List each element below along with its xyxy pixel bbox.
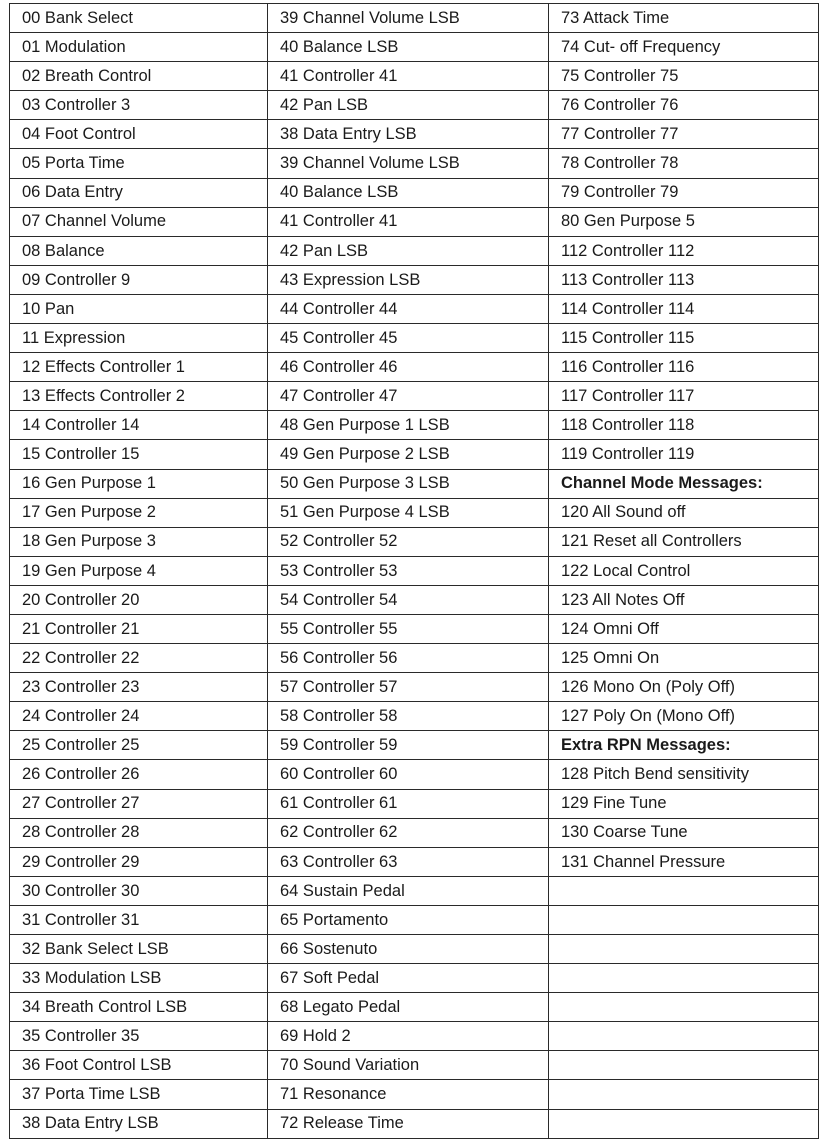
controller-cell: 51 Gen Purpose 4 LSB [268, 498, 549, 527]
empty-cell [549, 1080, 819, 1109]
table-row [10, 702, 819, 731]
controller-cell: 125 Omni On [549, 644, 819, 673]
controller-cell: 21 Controller 21 [10, 614, 268, 643]
controller-cell: 37 Porta Time LSB [10, 1080, 268, 1109]
controller-cell: 01 Modulation [10, 33, 268, 62]
controller-cell: 128 Pitch Bend sensitivity [549, 760, 819, 789]
controller-cell: 42 Pan LSB [268, 236, 549, 265]
controller-cell: 70 Sound Variation [268, 1051, 549, 1080]
controller-cell: 46 Controller 46 [268, 353, 549, 382]
controller-cell: 126 Mono On (Poly Off) [549, 673, 819, 702]
controller-cell: 14 Controller 14 [10, 411, 268, 440]
controller-cell: 54 Controller 54 [268, 585, 549, 614]
empty-cell [549, 876, 819, 905]
controller-cell: 45 Controller 45 [268, 324, 549, 353]
controller-cell: 41 Controller 41 [268, 62, 549, 91]
controller-cell: 74 Cut- off Frequency [549, 33, 819, 62]
table-row [10, 178, 819, 207]
controller-cell: 43 Expression LSB [268, 265, 549, 294]
controller-cell: 56 Controller 56 [268, 644, 549, 673]
empty-cell [549, 1022, 819, 1051]
controller-cell: 39 Channel Volume LSB [268, 4, 549, 33]
empty-cell [549, 964, 819, 993]
controller-cell: 58 Controller 58 [268, 702, 549, 731]
controller-cell: 62 Controller 62 [268, 818, 549, 847]
table-row [10, 614, 819, 643]
empty-cell [549, 1109, 819, 1138]
controller-cell: 13 Effects Controller 2 [10, 382, 268, 411]
empty-cell [549, 905, 819, 934]
table-row [10, 847, 819, 876]
controller-cell: 59 Controller 59 [268, 731, 549, 760]
table-row [10, 149, 819, 178]
table-row [10, 62, 819, 91]
controller-cell: 73 Attack Time [549, 4, 819, 33]
table-row [10, 527, 819, 556]
controller-cell: 123 All Notes Off [549, 585, 819, 614]
controller-cell: 112 Controller 112 [549, 236, 819, 265]
table-row [10, 993, 819, 1022]
controller-cell: 53 Controller 53 [268, 556, 549, 585]
controller-cell: 124 Omni Off [549, 614, 819, 643]
controller-cell: 23 Controller 23 [10, 673, 268, 702]
controller-cell: 120 All Sound off [549, 498, 819, 527]
controller-cell: 121 Reset all Controllers [549, 527, 819, 556]
controller-cell: 44 Controller 44 [268, 294, 549, 323]
table-row [10, 382, 819, 411]
controller-cell: 79 Controller 79 [549, 178, 819, 207]
table-row [10, 964, 819, 993]
table-row [10, 556, 819, 585]
empty-cell [549, 935, 819, 964]
table-body [10, 4, 819, 1139]
controller-cell: 24 Controller 24 [10, 702, 268, 731]
table-row [10, 644, 819, 673]
midi-controller-table [9, 3, 819, 1139]
table-row [10, 1109, 819, 1138]
controller-cell: 48 Gen Purpose 1 LSB [268, 411, 549, 440]
table-row [10, 4, 819, 33]
controller-cell: 64 Sustain Pedal [268, 876, 549, 905]
table-row [10, 760, 819, 789]
controller-cell: 07 Channel Volume [10, 207, 268, 236]
controller-cell: 76 Controller 76 [549, 91, 819, 120]
controller-cell: 75 Controller 75 [549, 62, 819, 91]
controller-cell: 18 Gen Purpose 3 [10, 527, 268, 556]
controller-cell: 31 Controller 31 [10, 905, 268, 934]
table-row [10, 818, 819, 847]
controller-cell: 119 Controller 119 [549, 440, 819, 469]
controller-cell: 129 Fine Tune [549, 789, 819, 818]
controller-cell: 04 Foot Control [10, 120, 268, 149]
controller-cell: 78 Controller 78 [549, 149, 819, 178]
empty-cell [549, 1051, 819, 1080]
controller-cell: 15 Controller 15 [10, 440, 268, 469]
controller-cell: 72 Release Time [268, 1109, 549, 1138]
controller-cell: 60 Controller 60 [268, 760, 549, 789]
controller-cell: 26 Controller 26 [10, 760, 268, 789]
controller-cell: 52 Controller 52 [268, 527, 549, 556]
controller-cell: 80 Gen Purpose 5 [549, 207, 819, 236]
controller-cell: 68 Legato Pedal [268, 993, 549, 1022]
controller-cell: 77 Controller 77 [549, 120, 819, 149]
controller-cell: 117 Controller 117 [549, 382, 819, 411]
controller-cell: 28 Controller 28 [10, 818, 268, 847]
controller-cell: 34 Breath Control LSB [10, 993, 268, 1022]
controller-cell: 00 Bank Select [10, 4, 268, 33]
controller-cell: 27 Controller 27 [10, 789, 268, 818]
controller-cell: 66 Sostenuto [268, 935, 549, 964]
section-heading: Channel Mode Messages: [549, 469, 819, 498]
controller-cell: 42 Pan LSB [268, 91, 549, 120]
controller-cell: 25 Controller 25 [10, 731, 268, 760]
controller-cell: 65 Portamento [268, 905, 549, 934]
controller-cell: 12 Effects Controller 1 [10, 353, 268, 382]
controller-cell: 17 Gen Purpose 2 [10, 498, 268, 527]
table-row [10, 876, 819, 905]
controller-cell: 67 Soft Pedal [268, 964, 549, 993]
table-row [10, 33, 819, 62]
controller-cell: 22 Controller 22 [10, 644, 268, 673]
controller-cell: 10 Pan [10, 294, 268, 323]
controller-cell: 130 Coarse Tune [549, 818, 819, 847]
controller-cell: 57 Controller 57 [268, 673, 549, 702]
controller-cell: 61 Controller 61 [268, 789, 549, 818]
table-row [10, 236, 819, 265]
controller-cell: 118 Controller 118 [549, 411, 819, 440]
table-row [10, 324, 819, 353]
table-row [10, 294, 819, 323]
controller-cell: 06 Data Entry [10, 178, 268, 207]
table-row [10, 469, 819, 498]
controller-cell: 16 Gen Purpose 1 [10, 469, 268, 498]
table-row [10, 91, 819, 120]
controller-cell: 38 Data Entry LSB [268, 120, 549, 149]
controller-cell: 08 Balance [10, 236, 268, 265]
controller-cell: 35 Controller 35 [10, 1022, 268, 1051]
controller-cell: 113 Controller 113 [549, 265, 819, 294]
table-row [10, 411, 819, 440]
controller-cell: 32 Bank Select LSB [10, 935, 268, 964]
empty-cell [549, 993, 819, 1022]
controller-cell: 127 Poly On (Mono Off) [549, 702, 819, 731]
controller-cell: 47 Controller 47 [268, 382, 549, 411]
controller-cell: 69 Hold 2 [268, 1022, 549, 1051]
controller-cell: 71 Resonance [268, 1080, 549, 1109]
table-row [10, 1022, 819, 1051]
controller-cell: 29 Controller 29 [10, 847, 268, 876]
table-row [10, 498, 819, 527]
controller-cell: 09 Controller 9 [10, 265, 268, 294]
table-row [10, 440, 819, 469]
table-row [10, 673, 819, 702]
controller-cell: 114 Controller 114 [549, 294, 819, 323]
controller-cell: 49 Gen Purpose 2 LSB [268, 440, 549, 469]
table-row [10, 731, 819, 760]
table-row [10, 585, 819, 614]
controller-cell: 30 Controller 30 [10, 876, 268, 905]
table-row [10, 120, 819, 149]
controller-cell: 40 Balance LSB [268, 33, 549, 62]
controller-cell: 36 Foot Control LSB [10, 1051, 268, 1080]
controller-cell: 38 Data Entry LSB [10, 1109, 268, 1138]
controller-cell: 40 Balance LSB [268, 178, 549, 207]
controller-cell: 33 Modulation LSB [10, 964, 268, 993]
controller-cell: 20 Controller 20 [10, 585, 268, 614]
controller-cell: 115 Controller 115 [549, 324, 819, 353]
controller-cell: 50 Gen Purpose 3 LSB [268, 469, 549, 498]
controller-cell: 41 Controller 41 [268, 207, 549, 236]
controller-cell: 55 Controller 55 [268, 614, 549, 643]
table-row [10, 935, 819, 964]
section-heading: Extra RPN Messages: [549, 731, 819, 760]
table-row [10, 905, 819, 934]
controller-cell: 63 Controller 63 [268, 847, 549, 876]
table-row [10, 265, 819, 294]
table-row [10, 1080, 819, 1109]
table-row [10, 353, 819, 382]
controller-cell: 131 Channel Pressure [549, 847, 819, 876]
controller-cell: 05 Porta Time [10, 149, 268, 178]
table-row [10, 789, 819, 818]
table-row [10, 207, 819, 236]
controller-cell: 03 Controller 3 [10, 91, 268, 120]
controller-cell: 116 Controller 116 [549, 353, 819, 382]
controller-cell: 122 Local Control [549, 556, 819, 585]
controller-cell: 02 Breath Control [10, 62, 268, 91]
controller-cell: 11 Expression [10, 324, 268, 353]
table-row [10, 1051, 819, 1080]
controller-cell: 19 Gen Purpose 4 [10, 556, 268, 585]
controller-cell: 39 Channel Volume LSB [268, 149, 549, 178]
